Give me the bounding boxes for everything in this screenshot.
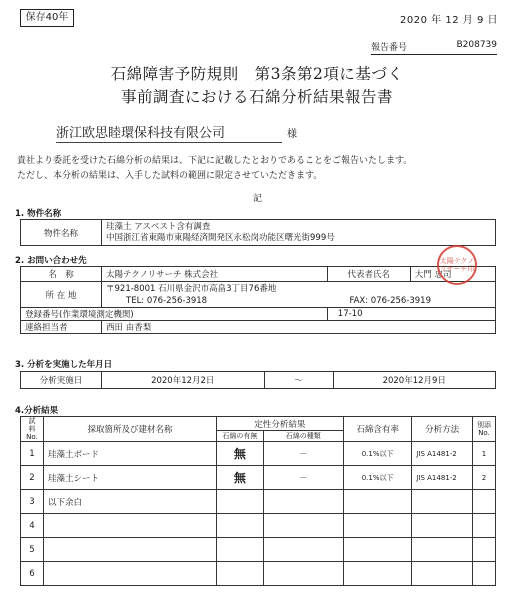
col-qualitative: 定性分析結果	[217, 417, 344, 431]
cell-sample-no: 3	[21, 490, 44, 514]
ki-mark: 記	[253, 194, 263, 204]
cell-annex	[473, 562, 496, 586]
cell-content: 0.1%以下	[343, 442, 411, 466]
section4-heading: 4.分析結果	[15, 406, 59, 416]
cell-method	[412, 562, 473, 586]
cell-type	[263, 538, 343, 562]
rep-label: 代表者氏名	[327, 267, 410, 282]
contact-person-value: 西田 由香梨	[102, 321, 496, 334]
table-row	[21, 562, 496, 586]
date-year-unit: 年	[431, 15, 442, 26]
contact-person-label: 連絡担当者	[21, 321, 102, 334]
report-number	[371, 40, 497, 55]
table-row	[21, 442, 496, 466]
fax-value: FAX: 076-256-3919	[349, 295, 431, 306]
registration-label: 登録番号(作業環境測定機関)	[21, 308, 328, 321]
cell-annex	[473, 490, 496, 514]
recipient-honorific: 様	[287, 129, 297, 140]
rep-value: 大門 忠司	[410, 267, 495, 282]
contact-table	[20, 266, 496, 334]
title-line-2: 事前調査における石綿分析結果報告書	[120, 88, 393, 106]
address-value: 〒921-8001 石川県金沢市高畠3丁目76番地	[106, 283, 277, 294]
table-row	[21, 466, 496, 490]
cell-location	[43, 562, 216, 586]
analysis-date-table	[20, 371, 496, 389]
cell-presence	[217, 538, 264, 562]
report-number-label: 報告番号	[371, 43, 408, 53]
cell-method: JIS A1481-2	[412, 466, 473, 490]
cell-content: 0.1%以下	[343, 466, 411, 490]
col-method: 分析方法	[412, 417, 473, 442]
cell-type	[263, 514, 343, 538]
cell-type	[263, 490, 343, 514]
cell-presence: 無	[217, 442, 264, 466]
section3-heading: 3. 分析を実施した年月日	[15, 360, 113, 370]
registration-value: 17-10	[327, 308, 495, 321]
cell-type	[263, 562, 343, 586]
analysis-date-start: 2020年12月2日	[102, 372, 265, 389]
col-type: 石綿の種類	[263, 431, 343, 442]
title-line-1: 石綿障害予防規則 第3条第2項に基づく	[110, 65, 404, 83]
cell-content	[343, 562, 411, 586]
name-label: 名 称	[21, 267, 102, 282]
cell-sample-no: 5	[21, 538, 44, 562]
cell-type: －	[263, 442, 343, 466]
retention-label: 保存40年	[20, 9, 74, 27]
results-table	[20, 416, 496, 586]
date-month: 12	[445, 15, 460, 26]
cell-location: 珪藻土シート	[43, 466, 216, 490]
property-table	[20, 219, 496, 246]
cell-method: JIS A1481-2	[412, 442, 473, 466]
cell-content	[343, 538, 411, 562]
property-value-line1: 珪藻土 アスベスト含有調査	[106, 221, 211, 232]
property-value-line2: 中国浙江省東陽市東陽経済開発区永松岗功能区曙光街999号	[106, 232, 335, 243]
phone-line	[106, 295, 491, 307]
cell-sample-no: 6	[21, 562, 44, 586]
date-year: 2020	[400, 15, 428, 26]
cell-annex: 2	[473, 466, 496, 490]
analysis-date-end: 2020年12月9日	[333, 372, 496, 389]
cell-location: 以下余白	[43, 490, 216, 514]
report-number-value: B208739	[456, 40, 497, 50]
cell-presence: 無	[217, 466, 264, 490]
cell-annex	[473, 538, 496, 562]
cell-sample-no: 1	[21, 442, 44, 466]
cell-sample-no: 4	[21, 514, 44, 538]
intro-line-1: 貴社より委託を受けた石綿分析の結果は、下記に記載したとおりであることをご報告いたします。	[17, 156, 413, 166]
col-location: 採取箇所及び建材名称	[43, 417, 216, 442]
property-label: 物件名称	[21, 220, 102, 246]
col-content: 石綿含有率	[343, 417, 411, 442]
date-month-unit: 月	[462, 15, 474, 26]
cell-content	[343, 490, 411, 514]
cell-presence	[217, 562, 264, 586]
col-annex: 別添 No.	[473, 417, 496, 442]
cell-location	[43, 538, 216, 562]
tel-value: TEL: 076-256-3918	[126, 295, 208, 306]
date-day-unit: 日	[487, 15, 498, 26]
cell-method	[412, 514, 473, 538]
table-row	[21, 514, 496, 538]
intro-line-2: ただし、本分析の結果は、入手した試料の範囲に限定させていただきます。	[17, 171, 323, 181]
date-day: 9	[476, 15, 484, 26]
cell-sample-no: 2	[21, 466, 44, 490]
cell-type: －	[263, 466, 343, 490]
company-seal: 太陽テクノリサーチ印	[437, 245, 477, 285]
property-value	[102, 220, 496, 246]
table-row	[21, 538, 496, 562]
address-cell	[102, 282, 496, 308]
cell-presence	[217, 514, 264, 538]
analysis-date-label: 分析実施日	[21, 372, 102, 389]
section1-heading: 1. 物件名称	[15, 209, 62, 219]
report-date	[400, 11, 498, 26]
col-presence: 石綿の有無	[217, 431, 264, 442]
cell-annex: 1	[473, 442, 496, 466]
cell-method	[412, 538, 473, 562]
table-row	[21, 490, 496, 514]
address-label: 所 在 地	[21, 282, 102, 308]
col-sample-no: 試料 No.	[21, 417, 44, 442]
cell-location: 珪藻土ボード	[43, 442, 216, 466]
section2-heading: 2. お問い合わせ先	[15, 256, 87, 266]
recipient-company: 浙江欧思睦環保科技有限公司	[56, 122, 282, 143]
cell-presence	[217, 490, 264, 514]
cell-method	[412, 490, 473, 514]
cell-content	[343, 514, 411, 538]
cell-annex	[473, 514, 496, 538]
cell-location	[43, 514, 216, 538]
analysis-date-tilde: 〜	[264, 372, 333, 389]
name-value: 太陽テクノリサーチ 株式会社	[102, 267, 328, 282]
